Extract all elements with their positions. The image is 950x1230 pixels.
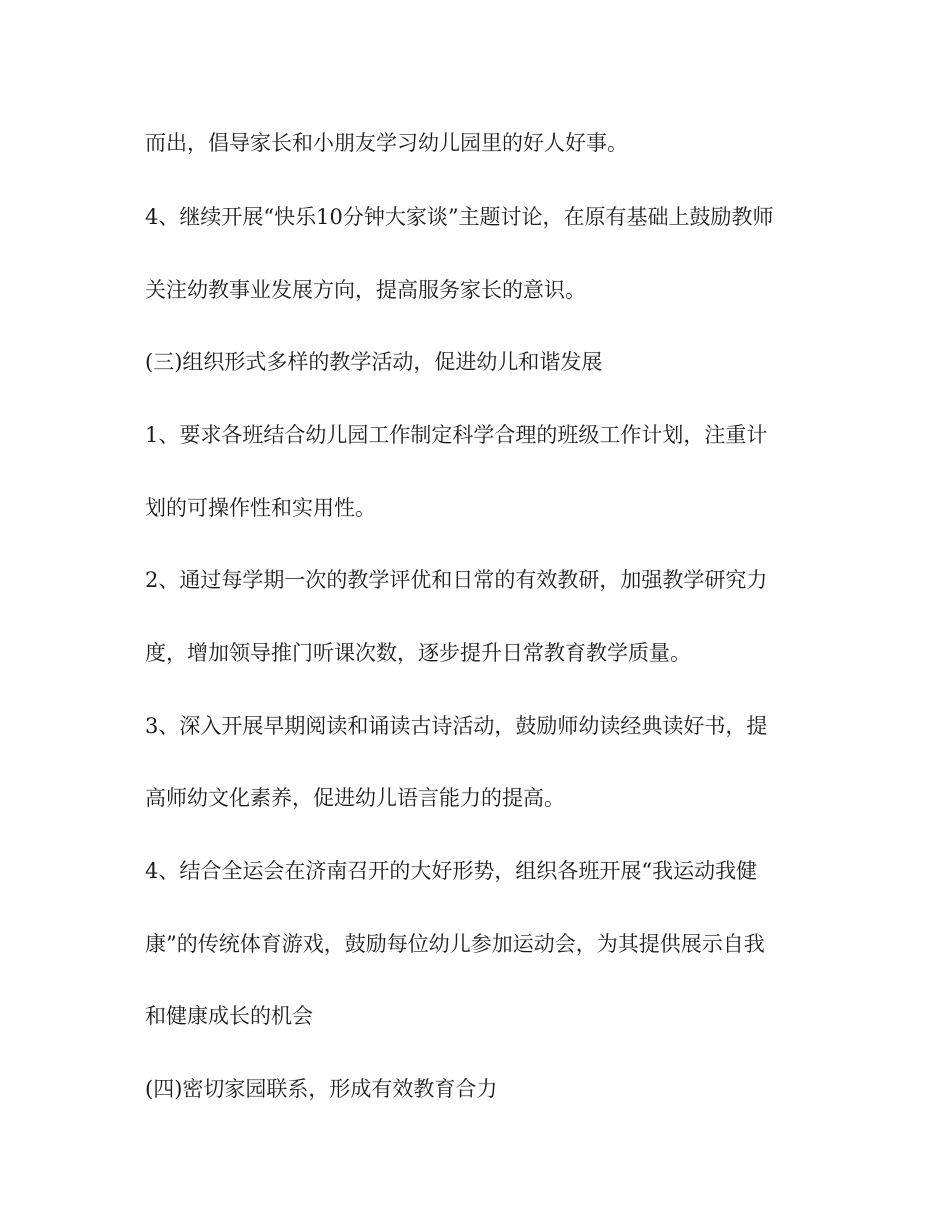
paragraph-line: 4、继续开展“快乐10分钟大家谈”主题讨论，在原有基础上鼓励教师: [145, 205, 774, 229]
paragraph-line: 1、要求各班结合幼儿园工作制定科学合理的班级工作计划，注重计: [145, 423, 768, 447]
paragraph-line: 高师幼文化素养，促进幼儿语言能力的提高。: [145, 786, 565, 810]
paragraph-line: 关注幼教事业发展方向，提高服务家长的意识。: [145, 278, 586, 302]
paragraph-line: 康”的传统体育游戏，鼓励每位幼儿参加运动会，为其提供展示自我: [145, 932, 765, 956]
paragraph-line: 划的可操作性和实用性。: [145, 496, 376, 520]
paragraph-line: 和健康成长的机会: [145, 1004, 313, 1028]
paragraph-line: 而出，倡导家长和小朋友学习幼儿园里的好人好事。: [145, 131, 628, 155]
paragraph-line: 3、深入开展早期阅读和诵读古诗活动，鼓励师幼读经典读好书，提: [145, 714, 768, 738]
section-heading: (三)组织形式多样的教学活动，促进幼儿和谐发展: [145, 350, 603, 374]
paragraph-line: 2、通过每学期一次的教学评优和日常的有效教研，加强教学研究力: [145, 568, 768, 592]
paragraph-line: 度，增加领导推门听课次数，逐步提升日常教育教学质量。: [145, 641, 691, 665]
section-heading: (四)密切家园联系，形成有效教育合力: [145, 1077, 498, 1101]
paragraph-line: 4、结合全运会在济南召开的大好形势，组织各班开展“我运动我健: [145, 859, 758, 883]
